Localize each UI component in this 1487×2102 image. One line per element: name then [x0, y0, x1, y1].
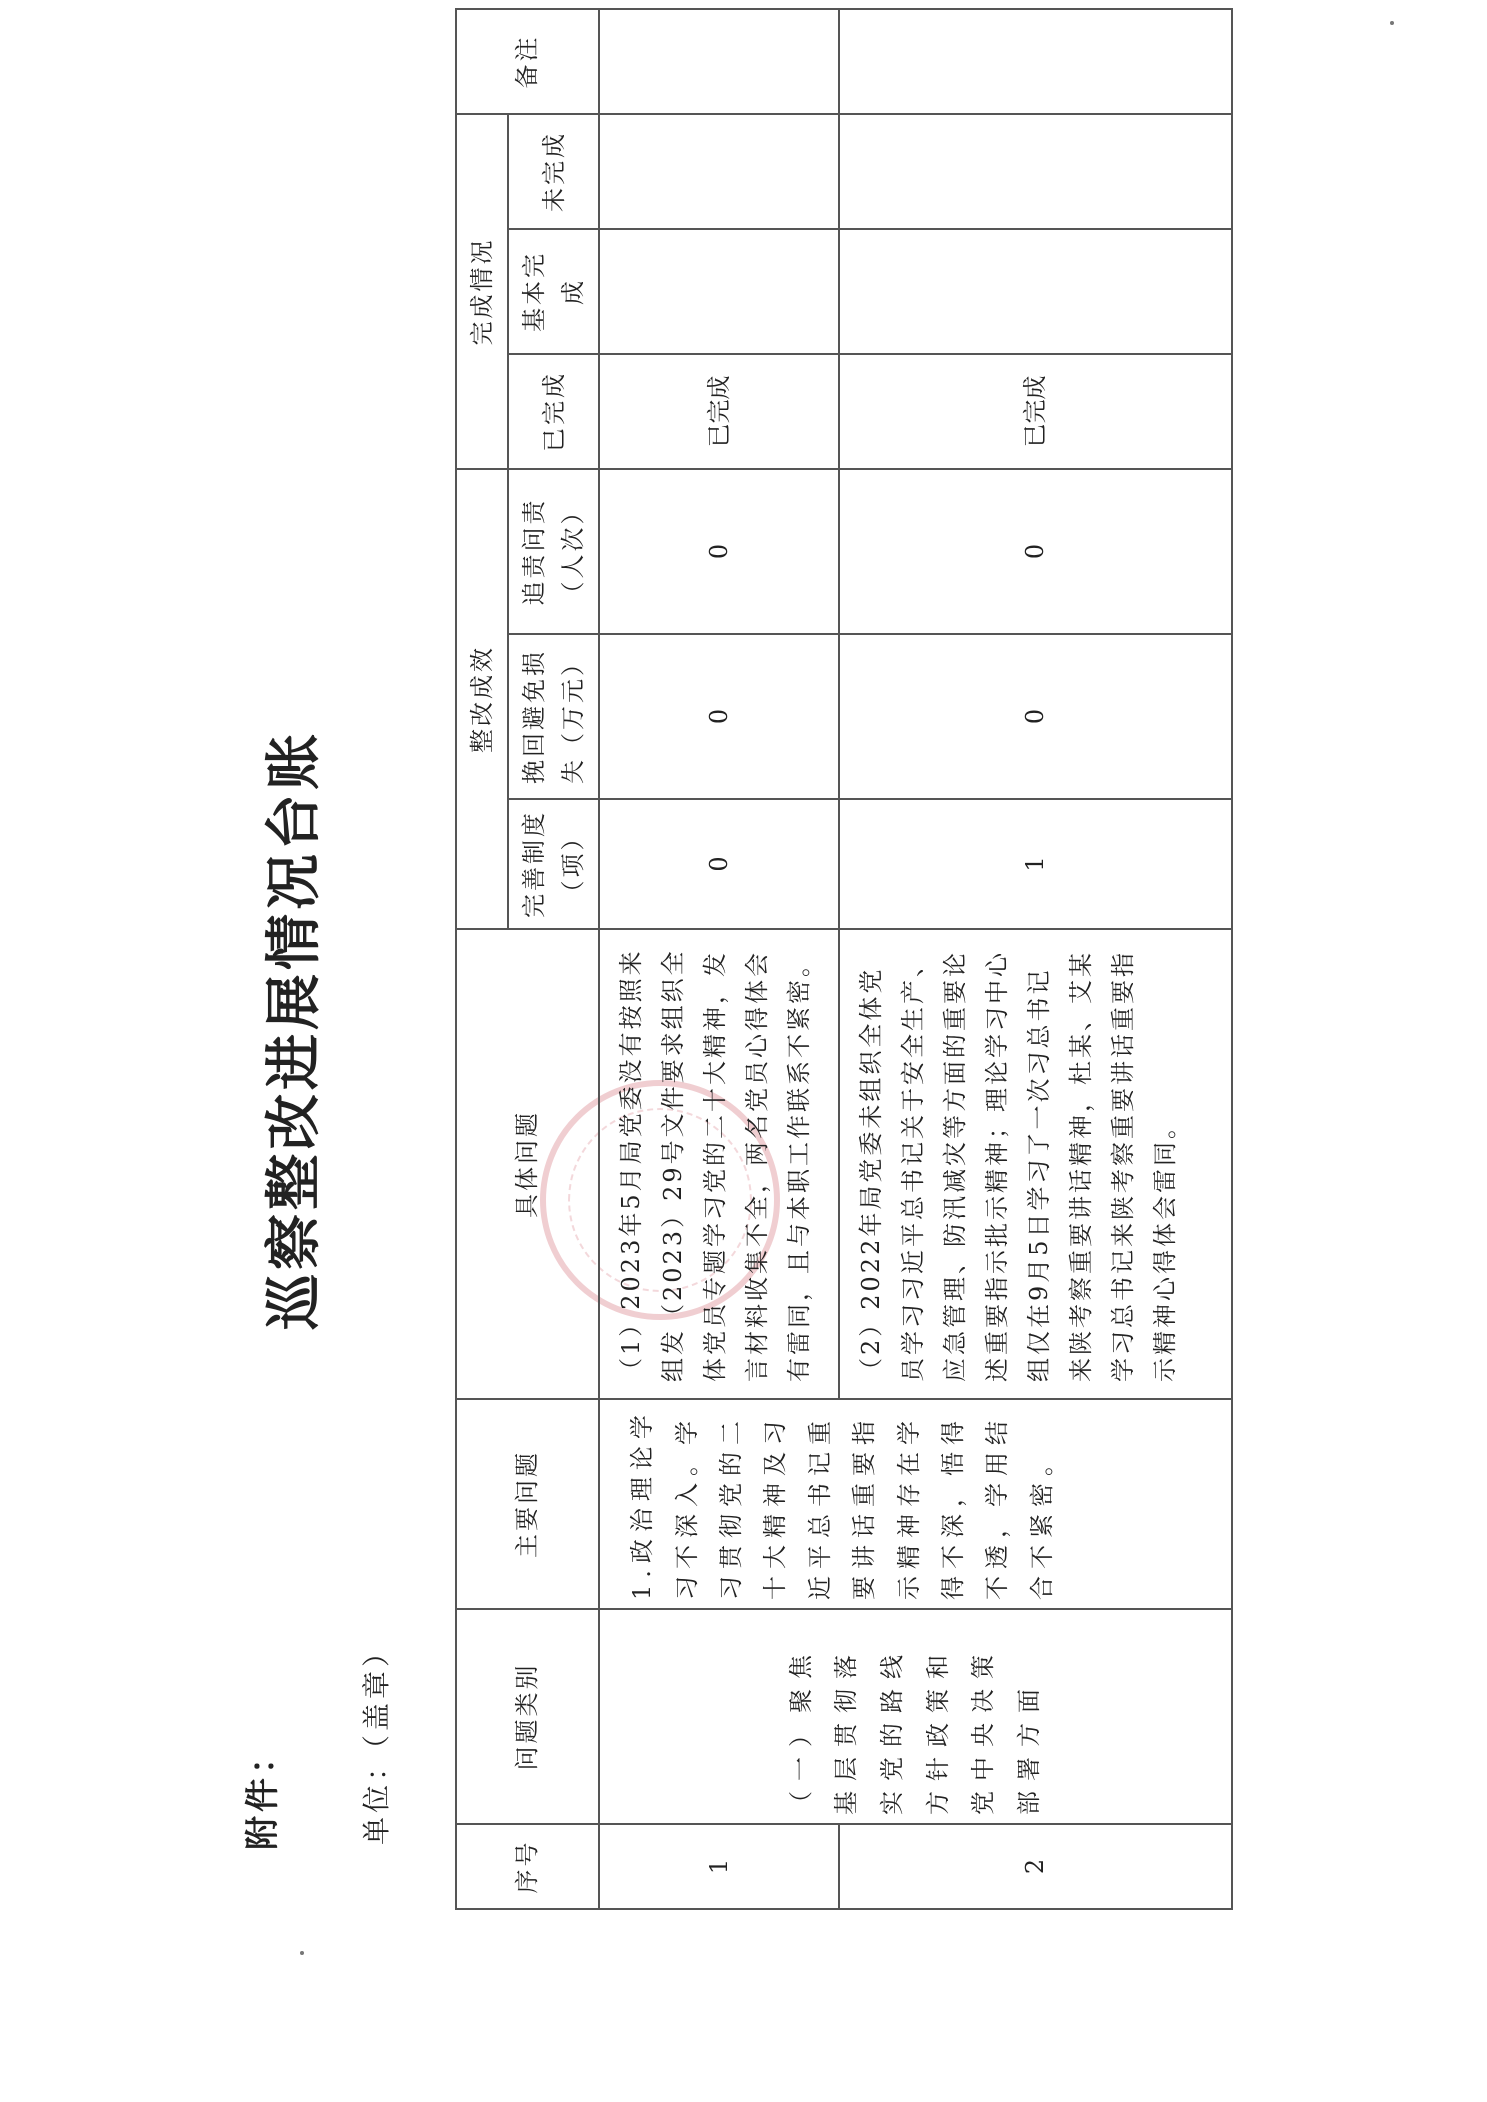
header-effect-rules: 完善制度（项）: [508, 799, 599, 929]
cell-accountability: 0: [599, 469, 839, 634]
cell-status-done: 已完成: [839, 354, 1232, 469]
attachment-label: 附件：: [243, 1736, 283, 1850]
cell-seq: 2: [839, 1824, 1232, 1909]
cell-loss: 0: [839, 634, 1232, 799]
cell-status-basic: [599, 229, 839, 354]
header-effect-accountability: 追责问责（人次）: [508, 469, 599, 634]
header-effect-loss: 挽回避免损失（万元）: [508, 634, 599, 799]
cell-seq: 1: [599, 1824, 839, 1909]
scan-speck: [1390, 21, 1394, 25]
cell-problem: （2）2022年局党委未组织全体党员学习习近平总书记关于安全生产、应急管理、防汛减灾等方面的重要论述重要指示批示精神；理论学习中心组仅在9月5日学习了一次习总书记来陕考察重要讲话精神，杜某、艾某学习总书记来陕考察重要讲话重要指示精神心得体会雷同。: [839, 929, 1232, 1399]
cell-remark: [839, 9, 1232, 114]
cell-loss: 0: [599, 634, 839, 799]
header-remark: 备注: [456, 9, 599, 114]
header-status-basic: 基本完成: [508, 229, 599, 354]
cell-status-undone: [599, 114, 839, 229]
cell-category: （一）聚焦基层贯彻落实党的路线方针政策和党中央决策部署方面: [599, 1609, 1232, 1824]
cell-status-done: 已完成: [599, 354, 839, 469]
header-status-undone: 未完成: [508, 114, 599, 229]
cell-problem: （1）2023年5月局党委没有按照来组发（2023）29号文件要求组织全体党员专题学习党的二十大精神，发言材料收集不全，两名党员心得体会有雷同，且与本职工作联系不紧密。: [599, 929, 839, 1399]
header-status-group: 完成情况: [456, 114, 508, 469]
header-main-issue: 主要问题: [456, 1399, 599, 1609]
rectification-ledger-table: [455, 8, 1233, 1910]
header-effect-group: 整改成效: [456, 469, 508, 929]
header-problem: 具体问题: [456, 929, 599, 1399]
cell-remark: [599, 9, 839, 114]
page-title: 巡察整改进展情况台账: [262, 730, 327, 1330]
table-row: [599, 9, 839, 1909]
unit-stamp-label: 单位：（盖章）: [360, 1634, 393, 1845]
cell-accountability: 0: [839, 469, 1232, 634]
cell-status-basic: [839, 229, 1232, 354]
cell-rules: 0: [599, 799, 839, 929]
cell-status-undone: [839, 114, 1232, 229]
cell-main-issue: 1.政治理论学习不深入。学习贯彻党的二十大精神及习近平总书记重要讲话重要指示精神存在学得不深，悟得不透，学用结合不紧密。: [599, 1399, 1232, 1609]
header-status-done: 已完成: [508, 354, 599, 469]
scan-speck: [300, 1951, 304, 1955]
cell-rules: 1: [839, 799, 1232, 929]
header-category: 问题类别: [456, 1609, 599, 1824]
header-seq: 序号: [456, 1824, 599, 1909]
